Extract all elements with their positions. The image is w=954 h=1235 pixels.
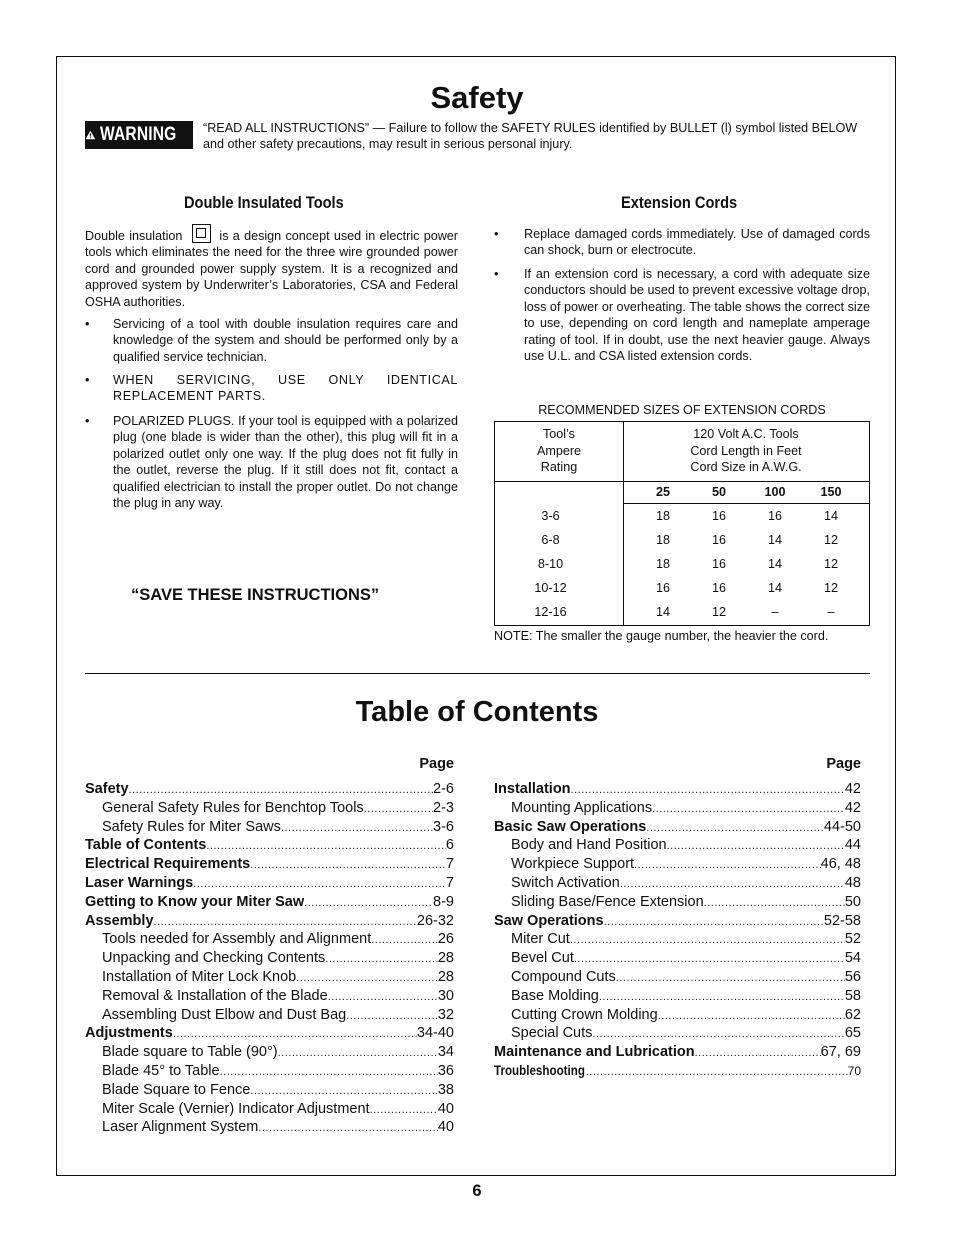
toc-entry-label: Mounting Applications (511, 799, 653, 816)
table-cell-size: 12 (823, 581, 838, 595)
toc-entry (494, 818, 861, 837)
toc-leader-dots (652, 800, 845, 818)
section-divider (85, 673, 870, 674)
toc-entry-page: 42 (844, 799, 861, 816)
list-item (494, 266, 870, 382)
toc-leader-dots (346, 1007, 438, 1025)
toc-entry (511, 799, 861, 818)
toc-entry-label: Miter Scale (Vernier) Indicator Adjustment (102, 1100, 370, 1117)
toc-entry-page: 46, 48 (820, 856, 861, 873)
toc-entry-page: 7 (445, 875, 454, 891)
toc-entry-label: Workpiece Support (511, 856, 635, 873)
bullet-text: Replace damaged cords immediately. Use of damaged cords can shock, burn or electrocute. (524, 227, 870, 258)
toc-entry-label: Adjustments (85, 1025, 173, 1042)
toc-entry (494, 912, 861, 931)
toc-entry-label: Blade square to Table (90°) (102, 1044, 278, 1061)
table-length-header: 50 (711, 485, 726, 499)
toc-entry-page: 52 (844, 931, 861, 948)
toc-entry-label: Assembly (85, 912, 154, 929)
warning-text: “READ ALL INSTRUCTIONS” — Failure to follow the SAFETY RULES identified by BULLET (l) symbol listed BELOW and other safety precautions, may result in serious personal injury. (203, 121, 858, 151)
toc-leader-dots (370, 1101, 438, 1119)
toc-entry-label: Electrical Requirements (85, 856, 251, 873)
warning-triangle-icon (85, 126, 96, 144)
toc-entry (102, 799, 454, 818)
toc-leader-dots (371, 931, 438, 949)
toc-entry-page: 48 (844, 875, 861, 891)
toc-entry-label: Maintenance and Lubrication (494, 1044, 695, 1061)
toc-leader-dots (616, 969, 845, 987)
toc-entry (102, 818, 454, 837)
table-header-cord-size (623, 426, 869, 476)
toc-leader-dots (667, 837, 845, 855)
table-cell-size: 12 (823, 533, 838, 547)
toc-leader-dots (704, 894, 845, 912)
table-cell-size: – (827, 605, 835, 619)
bullet-text: Servicing of a tool with double insulation requires care and knowledge of the system and should be performed only by a qualified service technician. (113, 317, 458, 364)
toc-entry (511, 949, 861, 968)
toc-leader-dots (328, 988, 438, 1006)
toc-entry-page: 65 (844, 1025, 861, 1042)
toc-entry-page: 67, 69 (820, 1044, 861, 1061)
toc-entry-label: Removal & Installation of the Blade (102, 987, 328, 1004)
toc-leader-dots (592, 1025, 844, 1043)
toc-leader-dots (206, 837, 446, 855)
toc-leader-dots (173, 1025, 417, 1043)
table-length-header: 25 (655, 485, 670, 499)
toc-entry (102, 949, 454, 968)
table-cell-size: 12 (711, 605, 726, 619)
toc-entry-label: Blade Square to Fence (102, 1081, 251, 1098)
toc-entry (102, 1100, 454, 1119)
toc-leader-dots (304, 894, 433, 912)
bullet-icon: • (494, 267, 499, 281)
toc-leader-dots (296, 969, 438, 987)
header-line: Ampere (536, 443, 582, 458)
table-title: RECOMMENDED SIZES OF EXTENSION CORDS (538, 403, 826, 417)
toc-leader-dots (586, 1063, 848, 1081)
toc-entry (102, 1118, 454, 1137)
toc-entry-page: 8-9 (433, 893, 454, 910)
toc-entry-page: 44 (844, 837, 861, 854)
extension-cords-heading: Extension Cords (621, 193, 738, 212)
toc-entry-label: Bevel Cut (511, 950, 574, 967)
header-line: Tool’s (543, 427, 575, 441)
toc-entry (511, 855, 861, 874)
table-cell-size: – (771, 605, 779, 619)
toc-entry (85, 855, 454, 874)
header-line: Cord Length in Feet (690, 443, 802, 458)
safety-title: Safety (430, 80, 524, 115)
toc-entry-label: Table of Contents (85, 837, 207, 854)
table-cell-size: 14 (767, 557, 782, 571)
toc-leader-dots (325, 950, 438, 968)
toc-entry-label: Laser Alignment System (102, 1119, 259, 1136)
toc-entry-page: 42 (844, 781, 861, 797)
table-cell-rating: 3-6 (541, 509, 560, 523)
toc-leader-dots (220, 1063, 438, 1081)
save-instructions: “SAVE THESE INSTRUCTIONS” (131, 586, 380, 604)
toc-left-column (85, 756, 454, 1146)
table-cell-size: 16 (767, 509, 782, 523)
toc-leader-dots (570, 931, 845, 949)
double-insulated-heading: Double Insulated Tools (184, 193, 344, 212)
toc-entry-label: Installation of Miter Lock Knob (102, 969, 297, 985)
toc-entry-label: Safety Rules for Miter Saws (102, 818, 281, 835)
toc-entry-label: Miter Cut (511, 931, 570, 948)
toc-entry-page: 30 (437, 987, 454, 1004)
toc-entry (85, 780, 454, 799)
toc-entry-label: Basic Saw Operations (494, 818, 647, 835)
toc-entry-label: Unpacking and Checking Contents (102, 950, 326, 967)
table-cell-size: 18 (655, 533, 670, 547)
toc-entry-page: 7 (445, 856, 454, 873)
toc-entry-page: 52-58 (823, 912, 861, 929)
bullet-text: If an extension cord is necessary, a cord with adequate size conductors should be used to prevent excessive voltage drop, loss of power or overheating. The table shows the correct size to use, depending on cord length and nameplate amperage rating of tool. If in doubt, use the next heavier gauge. Always use U.L. and CSA listed extension cords. (524, 267, 870, 364)
toc-entry (511, 1024, 861, 1043)
toc-entry (85, 1024, 454, 1043)
toc-leader-dots (695, 1044, 821, 1062)
list-item (85, 372, 458, 406)
double-insulation-term: Double insulation (85, 229, 183, 243)
toc-entry-page: 40 (437, 1119, 454, 1136)
toc-entry-page: 62 (844, 1006, 861, 1023)
list-item (85, 316, 458, 366)
toc-entry-page: 38 (437, 1081, 454, 1098)
toc-entry-label: Body and Hand Position (511, 837, 667, 854)
toc-leader-dots (278, 1044, 438, 1062)
toc-entry (511, 968, 861, 987)
table-cell-size: 16 (711, 557, 726, 571)
bullet-text: WHEN SERVICING, USE ONLY IDENTICAL REPLACEMENT PARTS. (113, 373, 458, 404)
toc-leader-dots (250, 1082, 438, 1100)
toc-entry (511, 987, 861, 1006)
toc-entry-page: 40 (437, 1100, 454, 1117)
toc-entry-label: Saw Operations (494, 912, 604, 929)
table-divider (495, 481, 869, 482)
toc-entry (102, 1081, 454, 1100)
toc-entry-label: Special Cuts (511, 1025, 593, 1042)
toc-entry-page: 70 (847, 1064, 861, 1078)
toc-entry-page: 26-32 (416, 912, 454, 929)
table-cell-size: 18 (655, 509, 670, 523)
toc-right-column (494, 756, 861, 1086)
toc-entry (85, 893, 454, 912)
toc-entry (85, 836, 454, 855)
toc-leader-dots (646, 819, 824, 837)
toc-entry (85, 874, 454, 893)
toc-leader-dots (634, 856, 821, 874)
toc-entry-page: 32 (437, 1006, 454, 1023)
warning-badge (85, 121, 193, 149)
toc-leader-dots (620, 875, 845, 893)
toc-leader-dots (129, 781, 434, 799)
toc-entry-page: 36 (437, 1063, 454, 1079)
warning-label: WARNING (99, 124, 177, 145)
toc-entry-label: Troubleshooting (494, 1063, 585, 1078)
toc-entry (494, 1043, 861, 1062)
toc-entry-label: Compound Cuts (511, 969, 616, 985)
toc-title: Table of Contents (355, 696, 599, 728)
table-cell-rating: 6-8 (541, 533, 560, 547)
toc-leader-dots (604, 913, 824, 931)
table-header-rating (495, 426, 623, 476)
toc-page-header: Page (826, 756, 861, 772)
toc-leader-dots (258, 1119, 438, 1137)
table-cell-size: 14 (655, 605, 670, 619)
toc-entry-page: 3-6 (433, 818, 454, 835)
table-divider (623, 503, 869, 504)
toc-entry-label: Getting to Know your Miter Saw (85, 893, 305, 910)
toc-entry (494, 1062, 861, 1081)
toc-entry (102, 1006, 454, 1025)
toc-entry-label: Switch Activation (511, 875, 620, 891)
table-note: NOTE: The smaller the gauge number, the heavier the cord. (494, 629, 829, 643)
toc-entry-label: Tools needed for Assembly and Alignment (102, 931, 372, 948)
toc-entry-page: 26 (437, 931, 454, 948)
table-cell-size: 16 (711, 533, 726, 547)
toc-entry-page: 34 (437, 1044, 454, 1061)
page-number: 6 (472, 1182, 482, 1200)
toc-entry-label: Assembling Dust Elbow and Dust Bag (102, 1006, 347, 1023)
toc-leader-dots (364, 800, 433, 818)
bullet-icon: • (85, 317, 90, 331)
toc-entry-label: Base Molding (511, 987, 599, 1004)
table-cell-size: 18 (655, 557, 670, 571)
toc-leader-dots (658, 1007, 845, 1025)
table-cell-rating: 10-12 (534, 581, 567, 595)
toc-entry-page: 50 (844, 893, 861, 910)
toc-entry (511, 874, 861, 893)
bullet-icon: • (85, 414, 90, 428)
toc-entry-label: Blade 45° to Table (102, 1063, 220, 1079)
toc-entry (511, 1006, 861, 1025)
table-cell-size: 14 (767, 533, 782, 547)
toc-entry-page: 34-40 (416, 1025, 454, 1042)
table-cell-size: 16 (711, 581, 726, 595)
table-cell-size: 16 (655, 581, 670, 595)
table-cell-size: 14 (767, 581, 782, 595)
toc-entry-page: 54 (844, 950, 861, 967)
toc-entry-label: Installation (494, 781, 571, 797)
toc-leader-dots (281, 819, 433, 837)
double-insulation-symbol-icon (192, 224, 211, 243)
toc-leader-dots (571, 781, 845, 799)
table-cell-size: 14 (823, 509, 838, 523)
table-cell-rating: 12-16 (534, 605, 567, 619)
toc-entry (102, 1043, 454, 1062)
header-line: 120 Volt A.C. Tools (693, 427, 799, 441)
table-length-header: 100 (764, 485, 786, 499)
toc-entry-page: 2-6 (433, 781, 454, 797)
toc-entry (102, 968, 454, 987)
bullet-icon: • (494, 227, 499, 241)
toc-entry (102, 1062, 454, 1081)
double-insulated-intro (85, 224, 458, 310)
toc-entry-page: 28 (437, 969, 454, 985)
header-line: Cord Size in A.W.G. (690, 460, 802, 474)
toc-entry (85, 912, 454, 931)
list-item (494, 226, 870, 260)
toc-entry-label: Cutting Crown Molding (511, 1006, 658, 1023)
bullet-icon: • (85, 373, 90, 387)
extension-cord-table (494, 421, 870, 626)
toc-leader-dots (193, 875, 446, 893)
table-cell-rating: 8-10 (537, 557, 564, 571)
toc-entry-page: 2-3 (433, 799, 454, 816)
toc-entry-label: Laser Warnings (85, 875, 194, 891)
double-insulation-description: is a design concept used in electric power tools which eliminates the need for the three wire grounded power cord and grounded power supply system. It is a recognized and approved system by Underwriter’s Laboratories, CSA and Federal OSHA authorities. (85, 229, 458, 309)
toc-entry-page: 56 (844, 969, 861, 985)
toc-entry (102, 987, 454, 1006)
toc-entry-page: 44-50 (823, 818, 861, 835)
toc-entry (511, 930, 861, 949)
toc-entry-label: General Safety Rules for Benchtop Tools (102, 799, 364, 816)
list-item (85, 413, 458, 513)
toc-leader-dots (250, 856, 446, 874)
toc-entry (102, 930, 454, 949)
table-cell-size: 12 (823, 557, 838, 571)
toc-entry-page: 6 (445, 837, 454, 854)
table-length-header: 150 (820, 485, 842, 499)
toc-leader-dots (599, 988, 845, 1006)
toc-entry-label: Sliding Base/Fence Extension (511, 893, 704, 910)
toc-entry-label: Safety (85, 781, 129, 797)
toc-entry (511, 836, 861, 855)
table-cell-size: 16 (711, 509, 726, 523)
header-line: Rating (540, 460, 578, 474)
bullet-text: POLARIZED PLUGS. If your tool is equipped with a polarized plug (one blade is wider than the other), this plug will fit in a polarized outlet only one way. If the plug does not fit fully in the outlet, reverse the plug. If it still does not fit, contact a qualified electrician to install the proper outlet. Do not change the plug in any way. (113, 414, 458, 511)
toc-entry (494, 780, 861, 799)
toc-entry (511, 893, 861, 912)
toc-entry-page: 28 (437, 950, 454, 967)
toc-entry-page: 58 (844, 987, 861, 1004)
toc-leader-dots (574, 950, 845, 968)
toc-leader-dots (154, 913, 417, 931)
toc-page-header: Page (419, 756, 454, 772)
